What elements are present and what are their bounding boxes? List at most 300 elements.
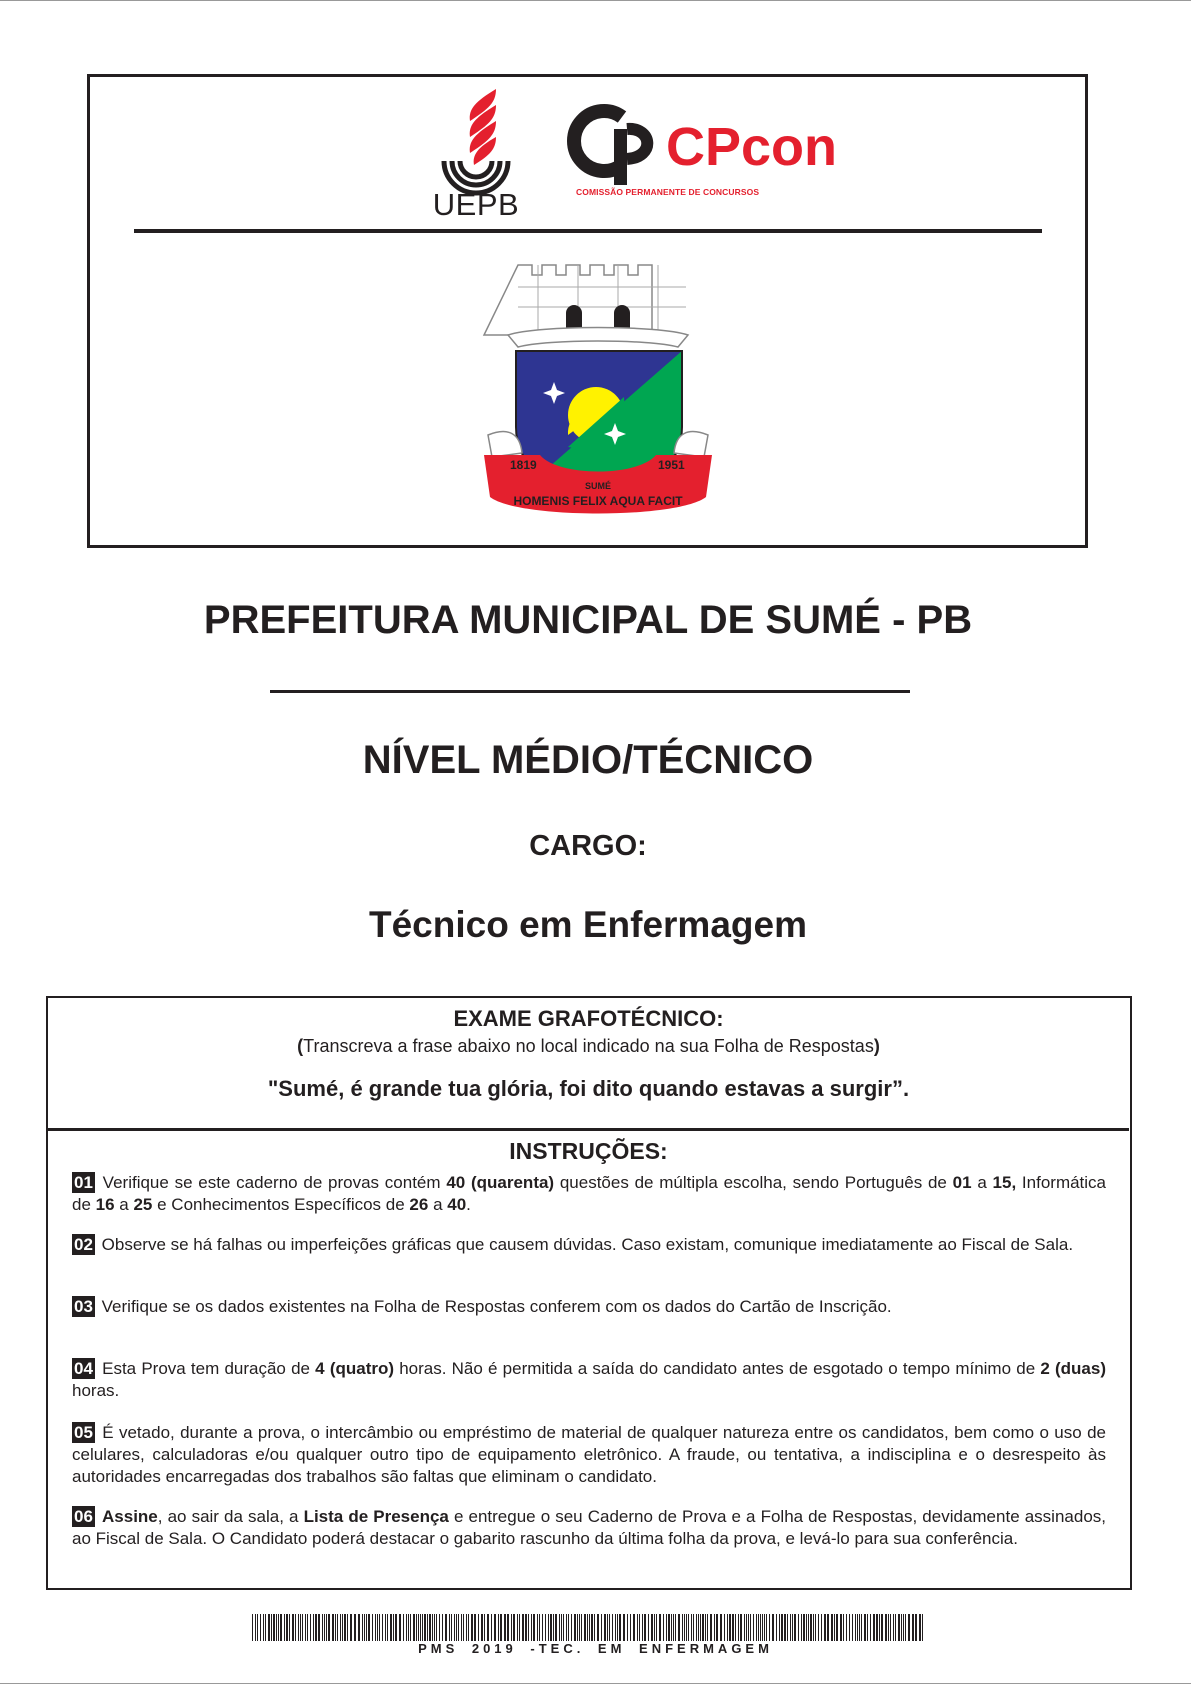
barcode-bar: [682, 1614, 683, 1641]
barcode-bar: [422, 1614, 423, 1641]
barcode-bar: [827, 1614, 829, 1641]
barcode-bar: [519, 1614, 520, 1641]
instruction-text: horas. Não é permitida a saída do candidato antes de esgotado o tempo mínimo de: [394, 1359, 1041, 1378]
instruction-number: 05: [74, 1423, 93, 1442]
barcode-bar: [324, 1614, 325, 1641]
instruction-text: Verifique se este caderno de provas contém: [96, 1173, 447, 1192]
barcode-bar: [724, 1614, 725, 1641]
instruction-text: e Conhecimentos Específicos de: [152, 1195, 410, 1214]
barcode-bar: [663, 1614, 664, 1641]
barcode-bar: [542, 1614, 543, 1641]
instruction-bold: 4 (quatro): [315, 1359, 395, 1378]
instruction-text: questões de múltipla escolha, sendo Português de: [554, 1173, 953, 1192]
barcode-bar: [609, 1614, 610, 1641]
barcode-bar: [879, 1614, 880, 1641]
document-title: PREFEITURA MUNICIPAL DE SUMÉ - PB: [203, 598, 973, 642]
barcode-bar: [577, 1614, 578, 1641]
barcode-bar: [442, 1614, 443, 1641]
barcode-bar: [656, 1614, 657, 1641]
barcode-bar: [705, 1614, 706, 1641]
barcode-bar: [507, 1614, 509, 1641]
barcode-bar: [744, 1614, 745, 1641]
barcode-bar: [335, 1614, 336, 1641]
barcode-bar: [716, 1614, 718, 1641]
barcode-bar: [584, 1614, 586, 1641]
barcode-bar: [375, 1614, 376, 1641]
barcode-bar: [824, 1614, 826, 1641]
barcode-bar: [559, 1614, 560, 1641]
instruction-04: [72, 1358, 1106, 1402]
instruction-text: Informática de: [72, 1173, 1107, 1214]
grafotecnico-phrase: "Sumé, é grande tua glória, foi dito quando estavas a surgir”.: [267, 1076, 910, 1101]
barcode-bar: [318, 1614, 320, 1641]
barcode-bar: [280, 1614, 282, 1641]
barcode-bar: [284, 1614, 285, 1641]
barcode-bar: [675, 1614, 676, 1641]
barcode-bar: [566, 1614, 567, 1641]
barcode-bar: [700, 1614, 701, 1641]
barcode-bar: [890, 1614, 891, 1641]
instruction-bold: 01: [952, 1173, 972, 1192]
barcode-bar: [528, 1614, 529, 1641]
barcode-bar: [474, 1614, 476, 1641]
instruction-bold: Assine: [102, 1507, 158, 1526]
barcode-bar: [420, 1614, 421, 1641]
barcode-bar: [864, 1614, 866, 1641]
instruction-03: [72, 1296, 1106, 1318]
barcode-bar: [732, 1614, 734, 1641]
barcode-bar: [792, 1614, 793, 1641]
barcode-bar: [601, 1614, 602, 1641]
barcode-bar: [870, 1614, 871, 1641]
crest-year-left: 1819: [510, 458, 537, 472]
barcode-bar: [740, 1614, 742, 1641]
barcode-bar: [379, 1614, 380, 1641]
barcode-bar: [772, 1614, 774, 1641]
barcode-bar: [738, 1614, 739, 1641]
barcode-bar: [305, 1614, 306, 1641]
barcode-bar: [612, 1614, 613, 1641]
instruction-text: Verifique se os dados existentes na Folha de Respostas conferem com os dados do Cartão de Inscrição.: [96, 1297, 892, 1316]
barcode-bar: [451, 1614, 452, 1641]
barcode-bar: [568, 1614, 569, 1641]
barcode-bar: [794, 1614, 796, 1641]
top-edge-rule: [0, 0, 1191, 1]
barcode-bar: [905, 1614, 906, 1641]
grafotecnico-note-text: Transcreva a frase abaixo no local indicado na sua Folha de Respostas: [303, 1036, 874, 1056]
barcode-bar: [876, 1614, 878, 1641]
barcode-bar: [445, 1614, 447, 1641]
grafotecnico-note: [48, 1036, 1129, 1057]
barcode-bar: [408, 1614, 409, 1641]
barcode-bar: [803, 1614, 805, 1641]
barcode-bar: [561, 1614, 562, 1641]
barcode-bar: [372, 1614, 373, 1641]
barcode-bar: [790, 1614, 791, 1641]
uepb-label: UEPB: [432, 187, 520, 222]
barcode-bar: [504, 1614, 506, 1641]
instructions-title: INSTRUÇÕES:: [509, 1138, 668, 1164]
barcode-bar: [861, 1614, 862, 1641]
barcode-bar: [310, 1614, 311, 1641]
barcode-bar: [760, 1614, 761, 1641]
barcode-bar: [666, 1614, 667, 1641]
barcode-bar: [615, 1614, 616, 1641]
barcode-bar: [857, 1614, 858, 1641]
barcode-bar: [834, 1614, 835, 1641]
barcode-bar: [322, 1614, 323, 1641]
instruction-text: .: [466, 1195, 471, 1214]
barcode-bar: [255, 1614, 256, 1641]
barcode-bar: [644, 1614, 646, 1641]
cpcon-subtitle: COMISSÃO PERMANENTE DE CONCURSOS: [576, 187, 760, 197]
barcode-bar: [553, 1614, 554, 1641]
barcode-bar: [300, 1614, 301, 1641]
barcode-bar: [481, 1614, 483, 1641]
barcode-bar: [729, 1614, 731, 1641]
barcode-bar: [298, 1614, 299, 1641]
instruction-bold: 40 (quarenta): [446, 1173, 555, 1192]
barcode-bar: [533, 1614, 535, 1641]
instruction-text: a: [971, 1173, 993, 1192]
exam-instructions-box: [46, 996, 1132, 1590]
instruction-number: 02: [74, 1235, 93, 1254]
barcode-bar: [846, 1614, 847, 1641]
barcode-bar: [517, 1614, 518, 1641]
barcode-bar: [898, 1614, 900, 1641]
barcode-bar: [268, 1614, 270, 1641]
barcode-bar: [720, 1614, 722, 1641]
barcode-bar: [340, 1614, 341, 1641]
barcode-bar: [639, 1614, 640, 1641]
barcode-bar: [735, 1614, 736, 1641]
grafotecnico-title: EXAME GRAFOTÉCNICO:: [453, 1006, 724, 1031]
instruction-text: a: [114, 1195, 134, 1214]
barcode-bar: [784, 1614, 786, 1641]
barcode-bar: [265, 1614, 266, 1641]
barcode-bar: [915, 1614, 917, 1641]
barcode-bar: [901, 1614, 902, 1641]
header-box: [87, 74, 1088, 548]
instruction-text: , ao sair da sala, a: [157, 1507, 304, 1526]
barcode-bar: [498, 1614, 499, 1641]
barcode-bar: [418, 1614, 419, 1641]
barcode-bar: [252, 1614, 253, 1641]
barcode-bar: [684, 1614, 685, 1641]
barcode-bar: [387, 1614, 388, 1641]
instruction-06: [72, 1506, 1106, 1550]
barcode-bar: [427, 1614, 428, 1641]
barcode-bar: [491, 1614, 492, 1641]
instruction-number: 04: [74, 1359, 93, 1378]
barcode-bar: [500, 1614, 502, 1641]
barcode-bar: [439, 1614, 440, 1641]
barcode-bar: [659, 1614, 661, 1641]
barcode-bar: [273, 1614, 275, 1641]
barcode-bar: [257, 1614, 258, 1641]
barcode-bar: [522, 1614, 524, 1641]
barcode-bar: [831, 1614, 833, 1641]
instruction-bold: 2 (duas): [1040, 1359, 1106, 1378]
barcode-bar: [696, 1614, 697, 1641]
barcode-bar: [769, 1614, 770, 1641]
barcode-bar: [315, 1614, 317, 1641]
barcode-bar: [276, 1614, 277, 1641]
barcode-bar: [597, 1614, 599, 1641]
barcode-bar: [487, 1614, 489, 1641]
barcode-bar: [456, 1614, 457, 1641]
barcode-bar: [607, 1614, 608, 1641]
barcode-bar: [548, 1614, 549, 1641]
barcode-bar: [295, 1614, 296, 1641]
barcode-bar: [764, 1614, 765, 1641]
barcode-bar: [484, 1614, 485, 1641]
instruction-number: 01: [74, 1173, 93, 1192]
barcode-bar: [893, 1614, 894, 1641]
barcode-bar: [813, 1614, 814, 1641]
instruction-text: horas.: [72, 1381, 120, 1400]
barcode-bar: [762, 1614, 763, 1641]
barcode-bar: [410, 1614, 411, 1641]
instruction-bold: 26: [409, 1195, 429, 1214]
barcode-bar: [903, 1614, 904, 1641]
barcode-bar: [292, 1614, 294, 1641]
barcode-bar: [591, 1614, 593, 1641]
barcode-bar: [525, 1614, 527, 1641]
barcode-bar: [651, 1614, 653, 1641]
cargo-value: Técnico em Enfermagem: [369, 904, 807, 945]
barcode-bar: [366, 1614, 367, 1641]
barcode-bar: [390, 1614, 392, 1641]
barcode-bar: [395, 1614, 397, 1641]
barcode-bar: [594, 1614, 595, 1641]
barcode-bar: [468, 1614, 469, 1641]
barcode-bar: [671, 1614, 672, 1641]
barcode-bar: [873, 1614, 875, 1641]
instruction-bold: 15,: [992, 1173, 1017, 1192]
barcode-bar: [604, 1614, 606, 1641]
barcode-bar: [908, 1614, 910, 1641]
barcode-bar: [550, 1614, 552, 1641]
barcode-bar: [779, 1614, 780, 1641]
barcode-bar: [849, 1614, 850, 1641]
barcode-bar: [867, 1614, 868, 1641]
instruction-text: e entregue o seu Caderno de Prova e a Folha de Respostas, devidamente assinados, ao Fiscal de Sala. O Candidato poderá destacar o gabarito rascunho da última folha da prova, e levá-lo para sua conferência.: [72, 1507, 1107, 1548]
instruction-bold: 16: [95, 1195, 115, 1214]
sume-coat-of-arms: [478, 257, 718, 522]
barcode-bar: [461, 1614, 462, 1641]
barcode-bar: [429, 1614, 431, 1641]
barcode-bar: [627, 1614, 628, 1641]
barcode-caption: PMS 2019 -TEC. EM ENFERMAGEM: [418, 1641, 773, 1656]
barcode-bar: [727, 1614, 728, 1641]
barcode-bar: [342, 1614, 343, 1641]
instruction-number: 03: [74, 1297, 93, 1316]
barcode-bar: [463, 1614, 464, 1641]
barcode-bar: [781, 1614, 783, 1641]
barcode-bar: [434, 1614, 435, 1641]
barcode-bar: [581, 1614, 582, 1641]
title-divider: [270, 690, 910, 693]
barcode: [252, 1614, 925, 1641]
barcode-bar: [539, 1614, 540, 1641]
barcode-bar: [436, 1614, 437, 1641]
barcode-bar: [885, 1614, 887, 1641]
barcode-bar: [364, 1614, 365, 1641]
instruction-bold: 25: [133, 1195, 153, 1214]
barcode-bar: [263, 1614, 264, 1641]
barcode-bar: [286, 1614, 288, 1641]
barcode-bar: [347, 1614, 348, 1641]
barcode-bar: [702, 1614, 704, 1641]
barcode-bar: [753, 1614, 754, 1641]
barcode-bar: [260, 1614, 261, 1641]
exam-level: NÍVEL MÉDIO/TÉCNICO: [362, 738, 814, 782]
barcode-bar: [707, 1614, 708, 1641]
instruction-text: É vetado, durante a prova, o intercâmbio ou empréstimo de material de qualquer natureza entre os candidatos, bem como o uso de celulares, calculadoras e/ou qualquer outro tipo de equipamento eletrônico. A fraude, ou tentativa, a indisciplina e o desrespeito às autoridades encarregadas dos trabalhos são faltas que eliminam o candidato.: [72, 1423, 1106, 1486]
barcode-bar: [746, 1614, 747, 1641]
barcode-bar: [326, 1614, 327, 1641]
barcode-bar: [806, 1614, 807, 1641]
barcode-bar: [821, 1614, 822, 1641]
barcode-bar: [385, 1614, 386, 1641]
barcode-bar: [424, 1614, 426, 1641]
barcode-bar: [691, 1614, 692, 1641]
barcode-bar: [798, 1614, 799, 1641]
barcode-bar: [403, 1614, 404, 1641]
barcode-bar: [668, 1614, 670, 1641]
barcode-bar: [471, 1614, 473, 1641]
barcode-bar: [478, 1614, 479, 1641]
instruction-01: [72, 1172, 1106, 1216]
barcode-bar: [537, 1614, 538, 1641]
barcode-bar: [271, 1614, 272, 1641]
barcode-bar: [617, 1614, 618, 1641]
barcode-bar: [289, 1614, 290, 1641]
barcode-bar: [432, 1614, 433, 1641]
crest-year-right: 1951: [658, 458, 685, 472]
barcode-bar: [589, 1614, 590, 1641]
cpcon-logo-text: CPcon: [666, 117, 838, 177]
barcode-bar: [555, 1614, 557, 1641]
barcode-bar: [637, 1614, 638, 1641]
instruction-number: 06: [74, 1507, 93, 1526]
barcode-bar: [571, 1614, 572, 1641]
barcode-bar: [855, 1614, 856, 1641]
barcode-bar: [513, 1614, 515, 1641]
barcode-bar: [633, 1614, 635, 1641]
barcode-bar: [714, 1614, 715, 1641]
barcode-bar: [466, 1614, 467, 1641]
barcode-bar: [756, 1614, 757, 1641]
barcode-bar: [895, 1614, 896, 1641]
cpcon-logo: [574, 103, 838, 193]
header-divider: [134, 229, 1042, 233]
barcode-bar: [686, 1614, 687, 1641]
barcode-bar: [678, 1614, 680, 1641]
barcode-bar: [619, 1614, 621, 1641]
barcode-bar: [750, 1614, 751, 1641]
cargo-label: CARGO:: [529, 830, 647, 862]
barcode-bar: [354, 1614, 356, 1641]
barcode-bar: [922, 1614, 923, 1641]
instruction-05: [72, 1422, 1106, 1488]
barcode-bar: [630, 1614, 631, 1641]
instruction-text: Esta Prova tem duração de: [96, 1359, 316, 1378]
barcode-bar: [358, 1614, 360, 1641]
barcode-bar: [382, 1614, 383, 1641]
instruction-text: a: [428, 1195, 448, 1214]
barcode-bar: [458, 1614, 459, 1641]
barcode-bar: [545, 1614, 546, 1641]
barcode-bar: [531, 1614, 532, 1641]
barcode-bar: [362, 1614, 363, 1641]
barcode-bar: [815, 1614, 816, 1641]
instruction-bold: 40: [447, 1195, 467, 1214]
barcode-bar: [710, 1614, 712, 1641]
barcode-bar: [587, 1614, 588, 1641]
barcode-bar: [393, 1614, 394, 1641]
barcode-bar: [840, 1614, 842, 1641]
barcode-bar: [579, 1614, 580, 1641]
barcode-bar: [888, 1614, 889, 1641]
barcode-bar: [818, 1614, 819, 1641]
barcode-bar: [758, 1614, 759, 1641]
crest-motto: HOMENIS FELIX AQUA FACIT: [513, 494, 683, 508]
barcode-bar: [919, 1614, 921, 1641]
instruction-02: [72, 1234, 1106, 1256]
barcode-bar: [278, 1614, 279, 1641]
barcode-bar: [808, 1614, 809, 1641]
barcode-bar: [673, 1614, 674, 1641]
barcode-bar: [881, 1614, 883, 1641]
barcode-bar: [766, 1614, 767, 1641]
barcode-bar: [337, 1614, 338, 1641]
barcode-bar: [801, 1614, 802, 1641]
barcode-bar: [852, 1614, 853, 1641]
barcode-bar: [344, 1614, 346, 1641]
barcode-bar: [413, 1614, 415, 1641]
barcode-bar: [313, 1614, 314, 1641]
barcode-bar: [350, 1614, 352, 1641]
barcode-bar: [623, 1614, 625, 1641]
barcode-bar: [648, 1614, 649, 1641]
barcode-bar: [836, 1614, 838, 1641]
instruction-text: Observe se há falhas ou imperfeições gráficas que causem dúvidas. Caso existam, comunique imediatamente ao Fiscal de Sala.: [96, 1235, 1074, 1254]
barcode-bar: [642, 1614, 643, 1641]
barcode-bar: [912, 1614, 914, 1641]
barcode-bar: [332, 1614, 334, 1641]
barcode-bar: [494, 1614, 496, 1641]
barcode-bar: [368, 1614, 370, 1641]
barcode-bar: [688, 1614, 689, 1641]
barcode-bar: [416, 1614, 417, 1641]
barcode-bar: [698, 1614, 699, 1641]
barcode-bar: [328, 1614, 330, 1641]
barcode-bar: [693, 1614, 694, 1641]
barcode-bar: [810, 1614, 812, 1641]
barcode-bar: [511, 1614, 512, 1641]
barcode-bar: [859, 1614, 860, 1641]
barcode-bar: [574, 1614, 576, 1641]
grafotecnico-note-open: (: [297, 1036, 304, 1056]
barcode-bar: [787, 1614, 788, 1641]
barcode-bar: [377, 1614, 378, 1641]
barcode-bar: [302, 1614, 303, 1641]
barcode-bar: [563, 1614, 564, 1641]
barcode-bar: [399, 1614, 401, 1641]
barcode-bar: [654, 1614, 655, 1641]
